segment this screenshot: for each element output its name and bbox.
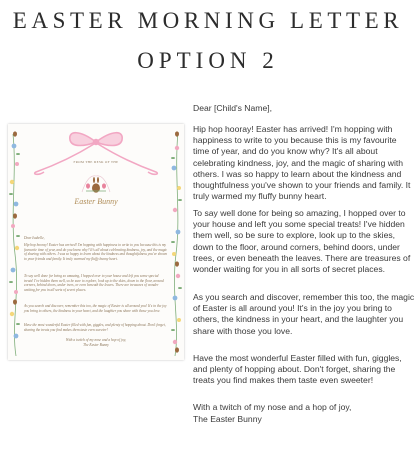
letter-preview-image bbox=[8, 124, 184, 360]
thumb-signoff: With a twitch of my nose and a hop of joy, bbox=[65, 338, 127, 342]
right-floral-border bbox=[171, 131, 182, 356]
thumb-paragraph: Have the most wonderful Easter filled with fun, giggles, and plenty of hopping about. Don't forget, sharing the treats you find makes them taste even sweeter! bbox=[24, 323, 166, 332]
page-title-line2: OPTION 2 bbox=[137, 48, 279, 73]
left-floral-border bbox=[9, 131, 20, 356]
thumb-paragraph: Hip hop hooray! Easter has arrived! I'm hopping with happiness to write to you because this is my favourite time of year, and do you know why? It's all about celebrating kindness, joy, and the magic of sharing with others. I was so happy to learn about the kindness and thoughtfulness you've shown to your friends and family. It truly warmed my fluffy bunny heart. bbox=[24, 243, 168, 261]
letter-signoff: With a twitch of my nose and a hop of joy, bbox=[193, 402, 352, 412]
letter-paragraph-2: To say well done for being so amazing, I hopped over to your house and left you some special treats! I've hidden them well, so be sure to explore, look up to the skies, down to the floor, around corners, behind doors, under trees, or even beneath the leaves. There are treasures of wonder waiting for you in all sorts of secret places. bbox=[193, 208, 411, 275]
letter-signature: The Easter Bunny bbox=[193, 414, 262, 424]
letter-paragraph-1: Hip hop hooray! Easter has arrived! I'm hopping with happiness to write to you because this is my favourite time of year, and do you know why? It's all about celebrating kindness, joy, and the magic of sharing with others. I was so happy to learn about the kindness and thoughtfulness you've shown to your friends and family. It truly warmed my fluffy bunny heart. bbox=[193, 124, 411, 202]
thumb-greeting: Dear Isabelle, bbox=[24, 236, 45, 240]
page-title-line1: EASTER MORNING LETTER bbox=[12, 8, 404, 33]
thumb-paragraph: To say well done for being so amazing, I hopped over to your house and left you some special treats! I've hidden them well, so be sure to explore, look up to the skies, down to the floor, around corners, behind doors, under trees, or even beneath the leaves. There are treasures of wonder waiting for you in all sorts of secret places. bbox=[24, 274, 164, 292]
thumb-brand-name: Easter Bunny bbox=[74, 197, 118, 206]
letter-greeting: Dear [Child's Name], bbox=[193, 103, 273, 113]
thumb-paragraph: As you search and discover, remember this too, the magic of Easter is all around you! It's in the joy you bring to others, the kindness in your heart, and the laughter you share with those you love. bbox=[24, 304, 167, 313]
letter-paragraph-3: As you search and discover, remember this too, the magic of Easter is all around you! It's in the joy you bring to others, the kindness in your heart, and the laughter you share with those you love. bbox=[193, 292, 415, 336]
thumb-letterhead: FROM THE DESK OF THE bbox=[73, 160, 119, 164]
bunny-illustration bbox=[82, 176, 110, 193]
pink-bow bbox=[35, 133, 158, 175]
letter-paragraph-4: Have the most wonderful Easter filled with fun, giggles, and plenty of hopping about. Don't forget, sharing the treats you find makes them taste even sweeter! bbox=[193, 353, 402, 386]
thumb-signature: The Easter Bunny bbox=[83, 343, 109, 347]
